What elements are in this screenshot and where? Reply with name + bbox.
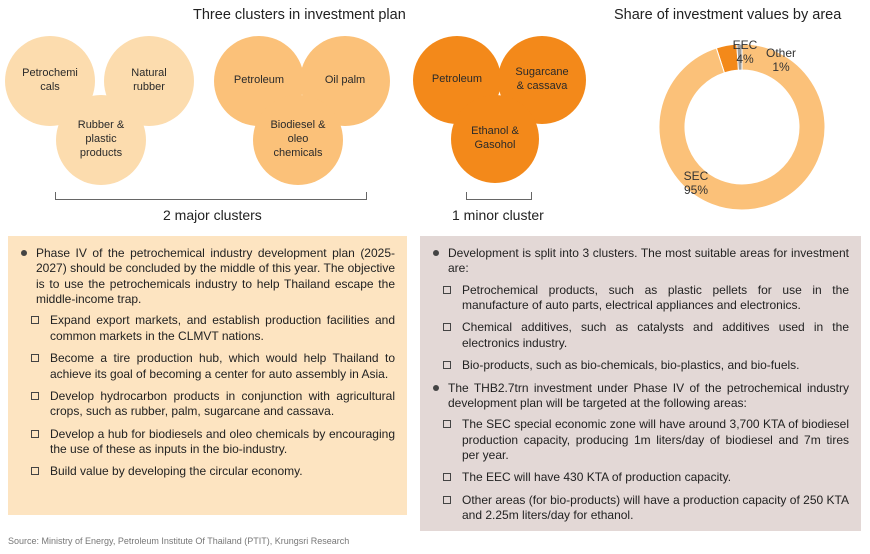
source-note: Source: Ministry of Energy, Petroleum Institute Of Thailand (PTIT), Krungsri Research	[8, 536, 350, 546]
cluster-circle-ethanol	[451, 95, 539, 183]
investment-share-donut	[640, 35, 860, 210]
left-sub-item: Expand export markets, and establish production facilities and common markets in the CLMVT nations.	[20, 313, 395, 344]
right-sub-item: Other areas (for bio-products) will have a production capacity of 250 KTA and 2.25m liters/day for ethanol.	[432, 493, 849, 524]
clusters-title: Three clusters in investment plan	[193, 7, 406, 23]
left-sub-item: Become a tire production hub, which would help Thailand to achieve its goal of becoming a center for auto assembly in Asia.	[20, 351, 395, 382]
cluster-label-petrochemicals: Petrochemi cals	[22, 67, 78, 93]
right-sub-item: Bio-products, such as bio-chemicals, bio-plastics, and bio-fuels.	[432, 358, 849, 373]
cluster-label-sugarcane: Sugarcane & cassava	[515, 66, 569, 92]
cluster-label-natural-rubber: Natural rubber	[131, 67, 167, 93]
right-bullet-clusters: Development is split into 3 clusters. The most suitable areas for investment are:	[432, 246, 849, 277]
donut-value-eec: 4%	[736, 52, 754, 66]
major-clusters-bracket	[55, 192, 367, 200]
minor-cluster-bracket	[466, 192, 532, 200]
minor-cluster-label: 1 minor cluster	[452, 207, 544, 223]
major-clusters-label: 2 major clusters	[163, 207, 262, 223]
cluster-label-biodiesel: Biodiesel & oleo chemicals	[270, 119, 326, 159]
donut-label-sec: SEC	[683, 169, 709, 183]
cluster-label-rubber-plastic: Rubber & plastic products	[77, 119, 125, 159]
left-sub-item: Build value by developing the circular economy.	[20, 464, 395, 479]
cluster-label-oil-palm: Oil palm	[324, 74, 366, 87]
right-sub-item: Petrochemical products, such as plastic pellets for use in the manufacture of auto parts, electrical appliances and electronics.	[432, 283, 849, 314]
cluster-label-petroleum: Petroleum	[233, 74, 285, 87]
left-sub-item: Develop hydrocarbon products in conjunction with agricultural crops, such as rubber, palm, sugarcane and cassava.	[20, 389, 395, 420]
cluster-circle-biodiesel	[253, 95, 343, 185]
right-text-panel	[420, 236, 861, 531]
donut-value-other: 1%	[772, 60, 790, 74]
left-sub-item: Develop a hub for biodiesels and oleo chemicals by encouraging the use of these as inputs in the bio-industry.	[20, 427, 395, 458]
donut-label-eec: EEC	[732, 38, 758, 52]
left-text-panel	[8, 236, 407, 515]
right-sub-item: Chemical additives, such as catalysts and additives used in the electronics industry.	[432, 320, 849, 351]
left-main-bullet: Phase IV of the petrochemical industry development plan (2025-2027) should be concluded by the middle of this year. The objective is to use the petrochemicals industry to help Thailand escape the middle-income trap.	[20, 246, 395, 307]
right-sub-item: The EEC will have 430 KTA of production capacity.	[432, 470, 849, 485]
cluster-label-petroleum-minor: Petroleum	[431, 73, 483, 86]
donut-value-sec: 95%	[683, 183, 709, 197]
donut-label-other: Other	[765, 46, 797, 60]
right-sub-item: The SEC special economic zone will have around 3,700 KTA of biodiesel production capacity, producing 1m liters/day of biodiesel and 7m tires per year.	[432, 417, 849, 463]
right-bullet-investment: The THB2.7trn investment under Phase IV of the petrochemical industry development plan will be targeted at the following areas:	[432, 381, 849, 412]
cluster-label-ethanol: Ethanol & Gasohol	[471, 125, 519, 151]
cluster-circle-rubber-plastic	[56, 95, 146, 185]
chart-title: Share of investment values by area	[614, 7, 842, 23]
